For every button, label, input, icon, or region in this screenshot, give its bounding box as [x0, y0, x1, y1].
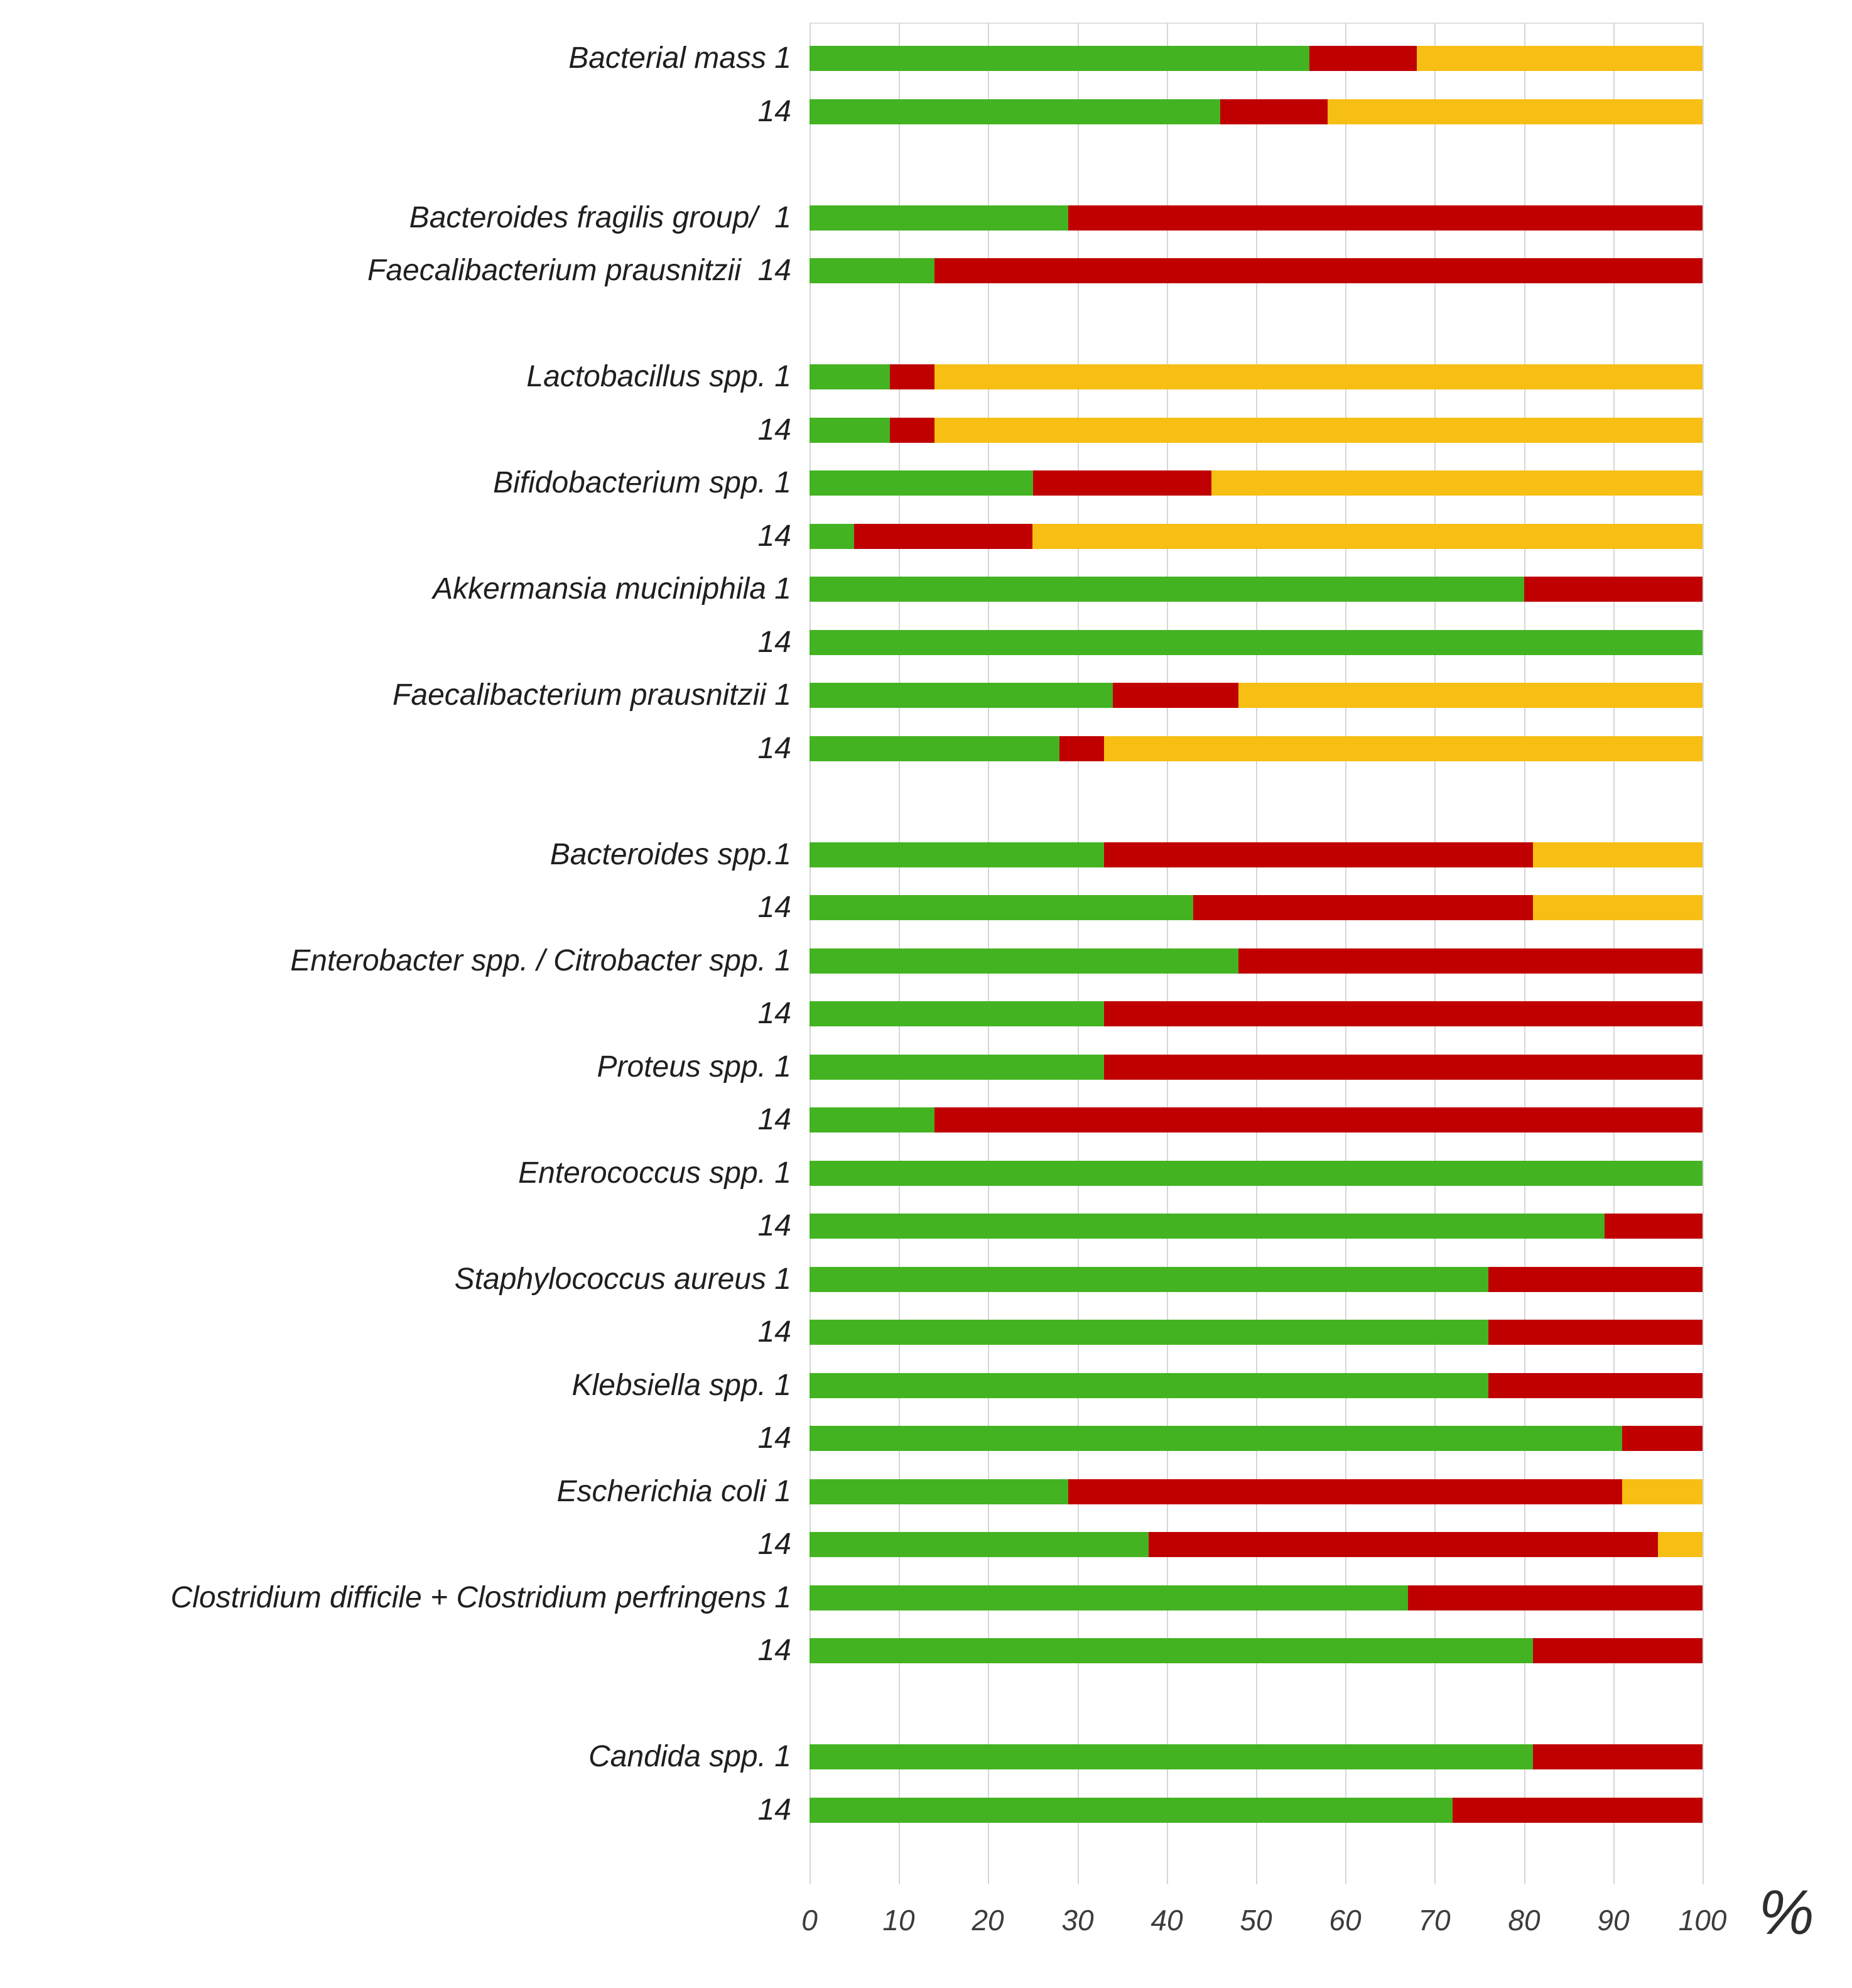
bar-segment-green: [810, 99, 1220, 124]
bar-segment-red: [934, 258, 1703, 283]
bar-row: [810, 99, 1703, 124]
bar-segment-red: [1622, 1426, 1703, 1451]
bar-row: [810, 418, 1703, 443]
bar-row: [810, 1479, 1703, 1504]
bar-segment-red: [1033, 470, 1211, 496]
row-label: 14: [757, 891, 791, 924]
row-label: 14: [757, 1103, 791, 1136]
bar-segment-green: [810, 1426, 1622, 1451]
bar-segment-green: [810, 1585, 1408, 1610]
bar-segment-red: [1238, 948, 1703, 974]
bar-segment-orange: [1328, 99, 1703, 124]
bar-segment-orange: [1533, 895, 1703, 920]
row-label: Bifidobacterium spp. 1: [493, 466, 791, 499]
bar-row: [810, 1320, 1703, 1345]
bar-segment-green: [810, 895, 1193, 920]
bar-row: [810, 524, 1703, 549]
bar-segment-orange: [1211, 470, 1703, 496]
bar-row: [810, 1161, 1703, 1186]
bar-segment-green: [810, 205, 1068, 231]
x-tick-label: 30: [1061, 1904, 1094, 1936]
x-tick-label: 20: [972, 1904, 1004, 1936]
bar-row: [810, 205, 1703, 231]
bar-segment-red: [1220, 99, 1328, 124]
row-label: Staphylococcus aureus 1: [454, 1263, 791, 1296]
bar-segment-green: [810, 842, 1104, 867]
bar-segment-red: [1193, 895, 1532, 920]
bar-row: [810, 46, 1703, 71]
row-label: 14: [757, 997, 791, 1030]
row-label: 14: [757, 1209, 791, 1242]
row-label: 14: [757, 626, 791, 659]
bar-row: [810, 1585, 1703, 1610]
bar-segment-red: [1149, 1532, 1658, 1557]
x-tick-label: 90: [1597, 1904, 1630, 1936]
bar-segment-orange: [934, 418, 1703, 443]
bar-segment-orange: [934, 364, 1703, 389]
bar-segment-green: [810, 683, 1113, 708]
bar-segment-green: [810, 1373, 1488, 1398]
bar-segment-red: [1104, 1055, 1703, 1080]
bar-row: [810, 736, 1703, 761]
bar-segment-green: [810, 364, 890, 389]
bar-segment-red: [1068, 205, 1703, 231]
bar-segment-green: [810, 1798, 1453, 1823]
bar-segment-red: [890, 364, 934, 389]
bar-segment-red: [1453, 1798, 1703, 1823]
bar-segment-red: [1533, 1638, 1703, 1663]
bar-segment-orange: [1622, 1479, 1703, 1504]
bar-segment-red: [1533, 1744, 1703, 1769]
bar-segment-red: [1488, 1373, 1703, 1398]
bar-row: [810, 683, 1703, 708]
row-label: 14: [757, 1315, 791, 1349]
bar-segment-red: [890, 418, 934, 443]
gridline: [1703, 23, 1704, 1884]
bar-segment-red: [854, 524, 1032, 549]
bar-row: [810, 1426, 1703, 1451]
x-tick-label: 10: [882, 1904, 915, 1936]
bar-segment-orange: [1533, 842, 1703, 867]
bar-row: [810, 1214, 1703, 1239]
bar-segment-green: [810, 470, 1033, 496]
x-tick-label: 70: [1418, 1904, 1451, 1936]
bar-segment-orange: [1032, 524, 1703, 549]
row-label: 14: [757, 1528, 791, 1561]
bar-row: [810, 258, 1703, 283]
x-tick-label: 0: [801, 1904, 818, 1936]
bar-segment-red: [1068, 1479, 1622, 1504]
row-label: 14: [757, 413, 791, 447]
bar-segment-green: [810, 577, 1524, 602]
bar-segment-green: [810, 46, 1309, 71]
bar-segment-green: [810, 1161, 1703, 1186]
row-label: Lactobacillus spp. 1: [526, 360, 791, 393]
bar-segment-red: [1524, 577, 1703, 602]
bar-segment-orange: [1238, 683, 1703, 708]
bar-segment-red: [1059, 736, 1104, 761]
bar-segment-red: [1408, 1585, 1703, 1610]
bar-segment-green: [810, 1055, 1104, 1080]
row-label: Clostridium difficile + Clostridium perfringens 1: [170, 1581, 791, 1614]
row-label: Enterococcus spp. 1: [518, 1156, 791, 1190]
row-label: 14: [757, 1634, 791, 1667]
bar-row: [810, 1798, 1703, 1823]
row-label: Proteus spp. 1: [597, 1050, 791, 1084]
bar-segment-green: [810, 1214, 1605, 1239]
x-tick-label: 100: [1678, 1904, 1727, 1936]
row-label: Faecalibacterium prausnitzii 1: [393, 678, 791, 712]
bar-row: [810, 1267, 1703, 1292]
row-label: Escherichia coli 1: [556, 1475, 791, 1508]
bar-segment-red: [1309, 46, 1417, 71]
bar-row: [810, 842, 1703, 867]
bar-segment-red: [1113, 683, 1238, 708]
bar-row: [810, 1638, 1703, 1663]
row-label: Bacterial mass 1: [568, 41, 791, 75]
bar-segment-green: [810, 1532, 1149, 1557]
bar-segment-orange: [1658, 1532, 1703, 1557]
row-label: Klebsiella spp. 1: [571, 1369, 791, 1402]
x-tick-label: 60: [1329, 1904, 1362, 1936]
row-label: Bacteroides fragilis group/ 1: [409, 201, 791, 234]
x-tick-label: 80: [1508, 1904, 1541, 1936]
bar-segment-green: [810, 736, 1059, 761]
bar-row: [810, 1055, 1703, 1080]
row-label: 14: [757, 732, 791, 765]
row-label: Candida spp. 1: [588, 1740, 791, 1773]
bar-segment-green: [810, 418, 890, 443]
bar-segment-red: [1605, 1214, 1703, 1239]
x-axis-unit-label: %: [1758, 1877, 1814, 1948]
bar-row: [810, 1107, 1703, 1133]
bar-segment-green: [810, 524, 854, 549]
row-label: Faecalibacterium prausnitzii 14: [367, 254, 791, 287]
row-label: Enterobacter spp. / Citrobacter spp. 1: [290, 944, 791, 977]
bar-segment-orange: [1104, 736, 1703, 761]
bar-row: [810, 630, 1703, 655]
bar-row: [810, 364, 1703, 389]
row-label: 14: [757, 1421, 791, 1455]
bar-row: [810, 1532, 1703, 1557]
bar-segment-green: [810, 948, 1238, 974]
bar-row: [810, 1744, 1703, 1769]
bar-segment-red: [1488, 1267, 1703, 1292]
bar-segment-green: [810, 1267, 1488, 1292]
bar-row: [810, 470, 1703, 496]
bar-segment-orange: [1417, 46, 1703, 71]
bar-segment-green: [810, 1107, 934, 1133]
bar-row: [810, 895, 1703, 920]
bar-segment-green: [810, 1001, 1104, 1026]
x-tick-label: 50: [1240, 1904, 1272, 1936]
row-label: 14: [757, 95, 791, 128]
bar-segment-red: [1104, 1001, 1703, 1026]
bar-segment-green: [810, 1638, 1533, 1663]
bar-segment-red: [934, 1107, 1703, 1133]
bar-row: [810, 577, 1703, 602]
row-label: Akkermansia muciniphila 1: [433, 572, 791, 606]
bar-segment-red: [1488, 1320, 1703, 1345]
bar-segment-green: [810, 258, 934, 283]
bar-segment-green: [810, 1320, 1488, 1345]
row-label: Bacteroides spp.1: [550, 838, 791, 871]
bar-row: [810, 1373, 1703, 1398]
bar-segment-green: [810, 630, 1703, 655]
bar-row: [810, 1001, 1703, 1026]
bar-segment-green: [810, 1744, 1533, 1769]
row-label: 14: [757, 519, 791, 553]
bar-segment-red: [1104, 842, 1533, 867]
x-tick-label: 40: [1151, 1904, 1183, 1936]
row-label: 14: [757, 1793, 791, 1827]
bar-row: [810, 948, 1703, 974]
bar-segment-green: [810, 1479, 1068, 1504]
